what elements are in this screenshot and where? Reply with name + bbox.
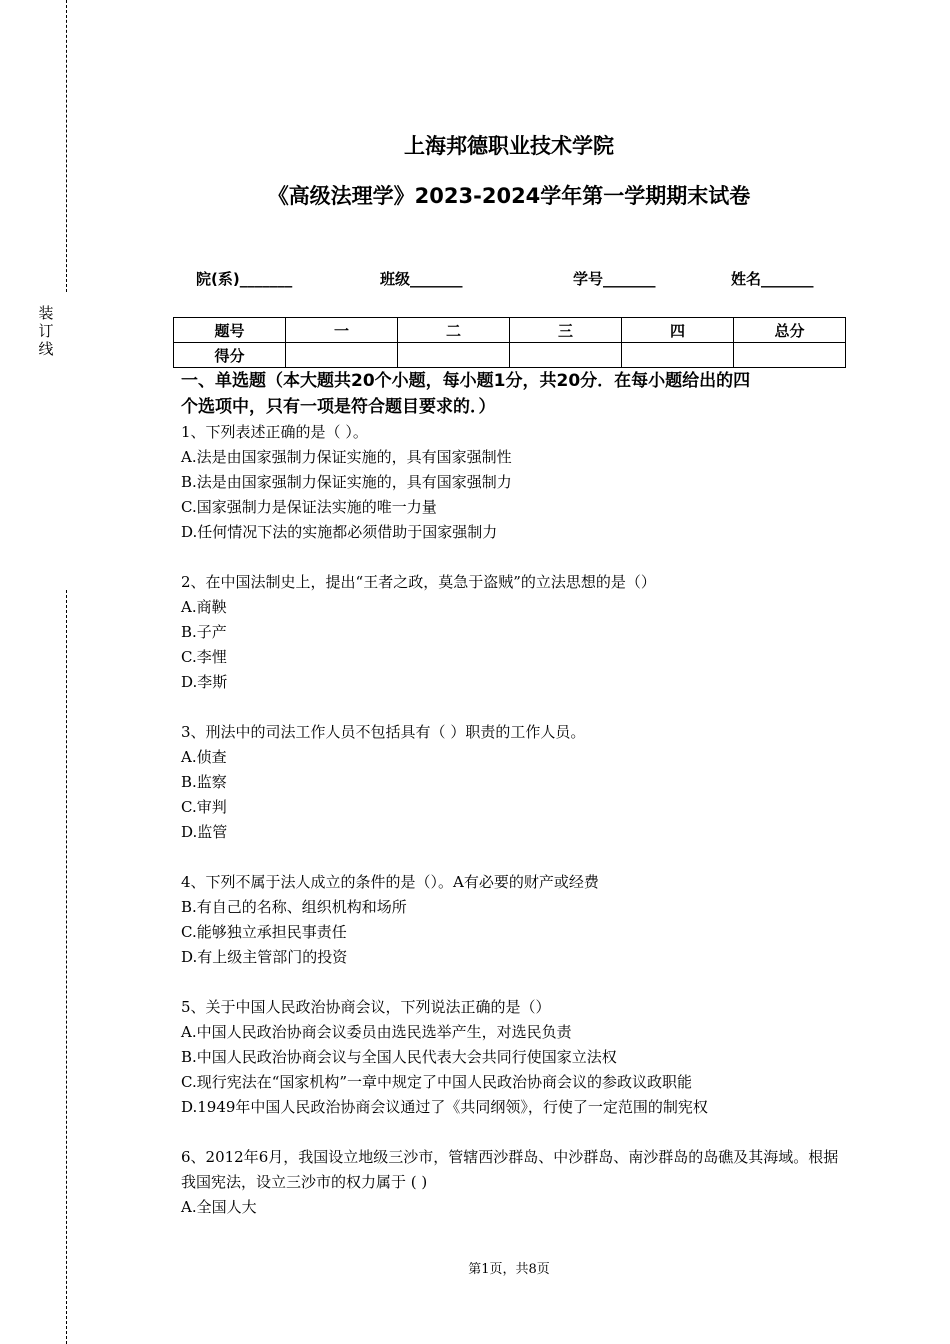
department-field: 院(系)_______ xyxy=(196,270,293,288)
question-option: B.子产 xyxy=(181,623,227,641)
question-stem: 5、关于中国人民政治协商会议，下列说法正确的是（） xyxy=(181,998,551,1016)
page-footer: 第1页，共8页 xyxy=(468,1262,550,1277)
score-table-score-row xyxy=(174,343,846,368)
question-5 xyxy=(181,995,841,1120)
score-cell-empty xyxy=(510,343,622,368)
question-option: A.中国人民政治协商会议委员由选民选举产生，对选民负责 xyxy=(181,1023,572,1041)
question-option: D.监管 xyxy=(181,823,228,841)
score-cell-empty xyxy=(622,343,734,368)
score-row-label: 得分 xyxy=(174,343,286,368)
question-option: D.任何情况下法的实施都必须借助于国家强制力 xyxy=(181,523,498,541)
score-cell-empty xyxy=(734,343,846,368)
question-content xyxy=(181,368,841,1220)
question-option: D.1949年中国人民政治协商会议通过了《共同纲领》，行使了一定范围的制宪权 xyxy=(181,1098,708,1116)
question-4 xyxy=(181,870,841,970)
school-title: 上海邦德职业技术学院 xyxy=(404,134,614,158)
question-stem: 2、在中国法制史上，提出“王者之政，莫急于盗贼”的立法思想的是（） xyxy=(181,573,656,591)
binding-char: 订 xyxy=(38,322,54,340)
question-1 xyxy=(181,420,841,545)
question-option: A.全国人大 xyxy=(181,1198,257,1216)
score-table-header-row xyxy=(174,318,846,343)
question-option: C.能够独立承担民事责任 xyxy=(181,923,347,941)
question-2 xyxy=(181,570,841,695)
student-id-field: 学号_______ xyxy=(573,270,656,288)
question-stem: 3、刑法中的司法工作人员不包括具有（ ）职责的工作人员。 xyxy=(181,723,586,741)
question-option: C.审判 xyxy=(181,798,227,816)
question-stem: 1、下列表述正确的是（ ）。 xyxy=(181,423,368,441)
score-cell-empty xyxy=(398,343,510,368)
binding-char: 线 xyxy=(38,340,54,358)
binding-dashed-line-bottom xyxy=(66,590,67,1344)
question-option: B.法是由国家强制力保证实施的，具有国家强制力 xyxy=(181,473,512,491)
question-stem: 6、2012年6月，我国设立地级三沙市，管辖西沙群岛、中沙群岛、南沙群岛的岛礁及其海域。根据我国宪法，设立三沙市的权力属于 ( ) xyxy=(181,1148,839,1191)
question-stem: 4、下列不属于法人成立的条件的是（）。A有必要的财产或经费 xyxy=(181,873,599,891)
question-option: C.现行宪法在“国家机构”一章中规定了中国人民政治协商会议的参政议政职能 xyxy=(181,1073,693,1091)
name-field: 姓名_______ xyxy=(731,270,814,288)
score-table-cell: 总分 xyxy=(734,318,846,343)
binding-label xyxy=(36,304,56,358)
question-6 xyxy=(181,1145,841,1220)
question-option: A.商鞅 xyxy=(181,598,227,616)
question-option: D.李斯 xyxy=(181,673,228,691)
question-option: C.国家强制力是保证法实施的唯一力量 xyxy=(181,498,437,516)
section-heading xyxy=(181,368,841,420)
section-heading-line: 一、单选题（本大题共20个小题，每小题1分，共20分．在每小题给出的四 xyxy=(181,371,751,391)
score-cell-empty xyxy=(286,343,398,368)
question-option: B.中国人民政治协商会议与全国人民代表大会共同行使国家立法权 xyxy=(181,1048,617,1066)
question-option: B.有自己的名称、组织机构和场所 xyxy=(181,898,407,916)
binding-char: 装 xyxy=(38,304,54,322)
question-option: B.监察 xyxy=(181,773,227,791)
question-option: D.有上级主管部门的投资 xyxy=(181,948,348,966)
score-table-cell: 一 xyxy=(286,318,398,343)
exam-title: 《高级法理学》2023-2024学年第一学期期末试卷 xyxy=(267,184,751,208)
class-field: 班级_______ xyxy=(380,270,463,288)
question-option: A.法是由国家强制力保证实施的，具有国家强制性 xyxy=(181,448,512,466)
question-option: A.侦查 xyxy=(181,748,227,766)
section-heading-line: 个选项中，只有一项是符合题目要求的．） xyxy=(181,397,496,417)
score-table-cell: 四 xyxy=(622,318,734,343)
score-table xyxy=(173,317,846,368)
score-table-cell: 三 xyxy=(510,318,622,343)
question-3 xyxy=(181,720,841,845)
score-table-cell: 二 xyxy=(398,318,510,343)
score-table-cell: 题号 xyxy=(174,318,286,343)
question-option: C.李悝 xyxy=(181,648,227,666)
